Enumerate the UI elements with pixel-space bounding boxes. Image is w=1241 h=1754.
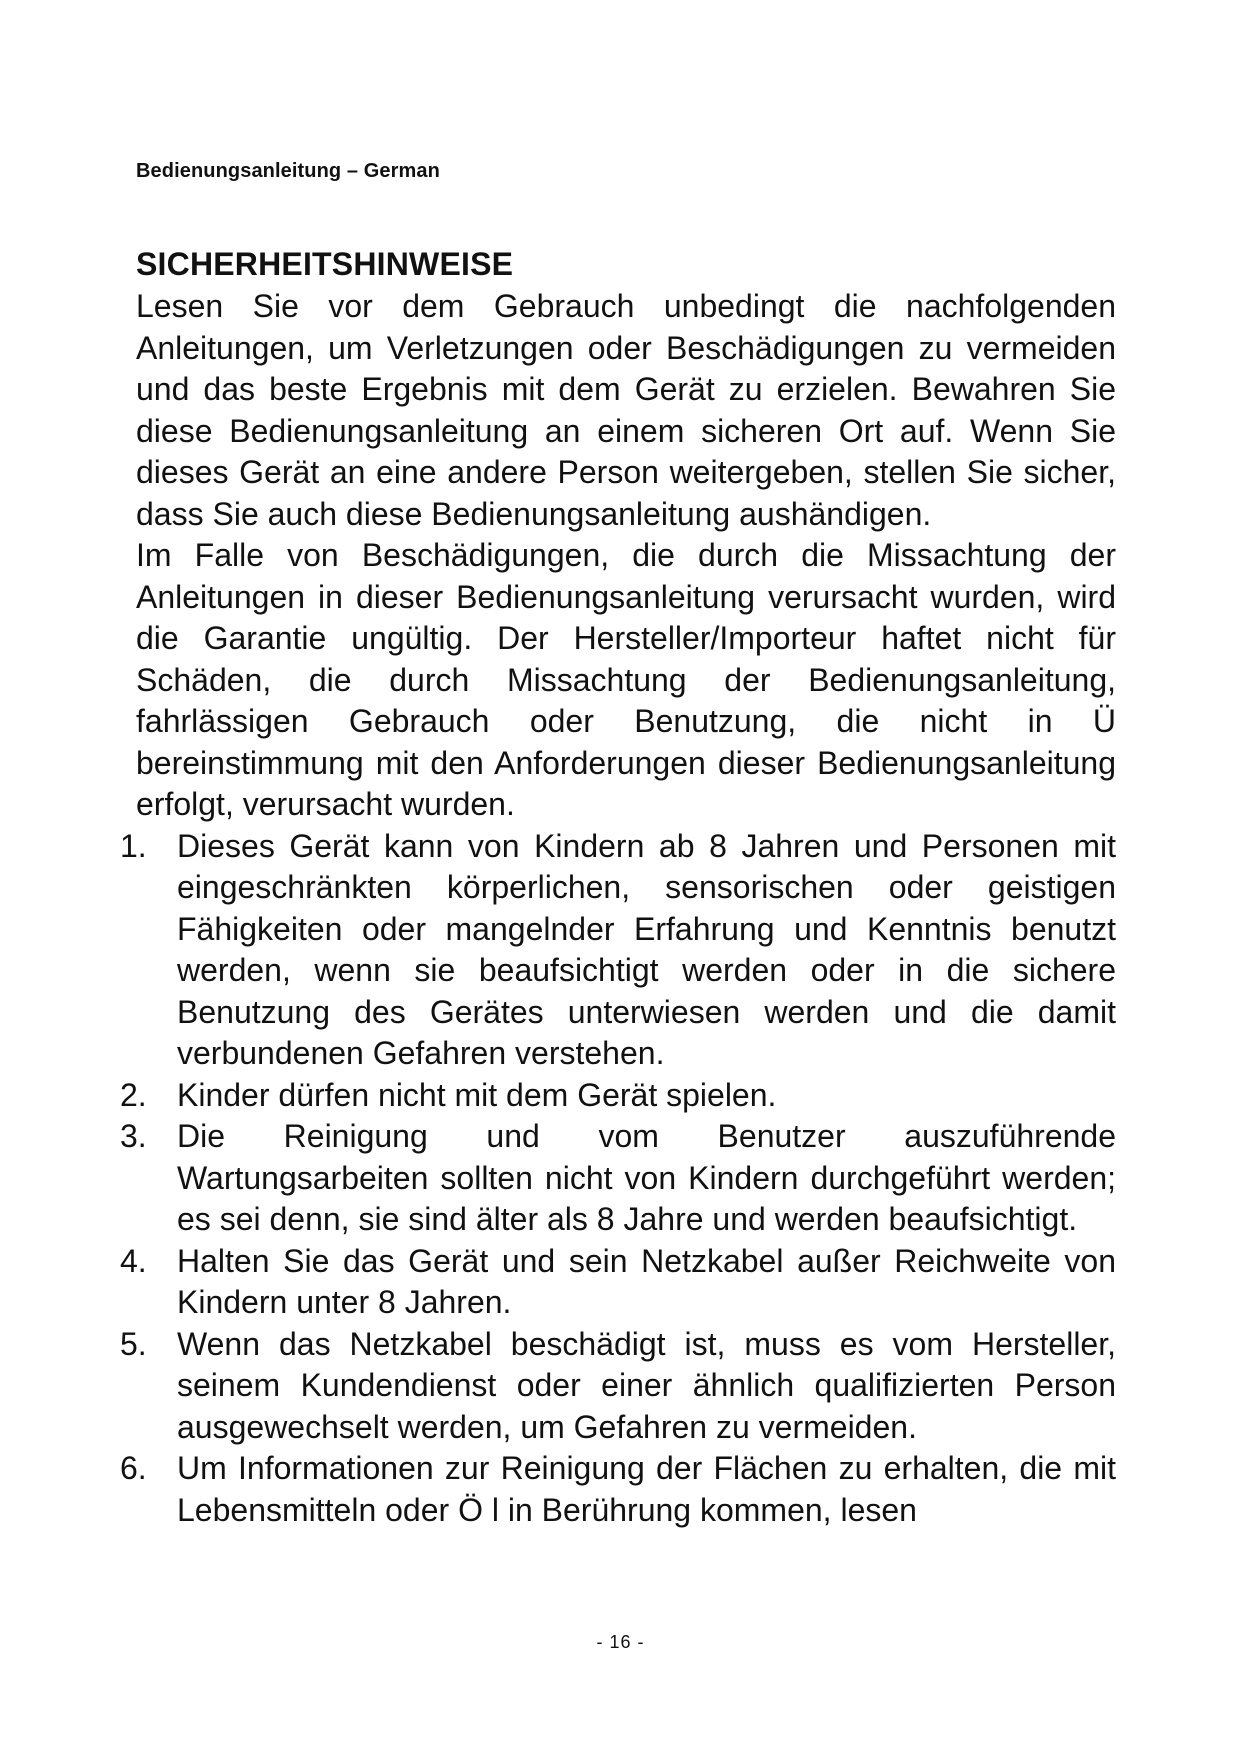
list-item xyxy=(120,1116,1116,1241)
list-item-text: Halten Sie das Gerät und sein Netzkabel außer Reichweite von Kindern unter 8 Jahren. xyxy=(177,1242,1116,1320)
page-number: - 16 - xyxy=(596,1632,645,1652)
running-header: Bedienungsanleitung – German xyxy=(136,160,440,182)
list-item xyxy=(120,1241,1116,1324)
safety-list xyxy=(120,826,1116,1532)
list-item-text: Kinder dürfen nicht mit dem Gerät spielen. xyxy=(177,1076,777,1113)
list-item xyxy=(120,1075,1116,1117)
list-item-number: 4. xyxy=(120,1242,147,1279)
list-item-text: Die Reinigung und vom Benutzer auszuführende Wartungsarbeiten sollten nicht von Kindern durchgeführt werden; es sei denn, sie sind älter als 8 Jahre und werden beaufsichtigt. xyxy=(177,1118,1116,1237)
list-item-number: 6. xyxy=(120,1450,147,1486)
paragraph-warranty: Im Falle von Beschädigungen, die durch die Missachtung der Anleitungen in dieser Bedienungsanleitung verursacht wurden, wird die Garantie ungültig. Der Hersteller/Importeur haftet nicht für Schäden, die durch Missachtung der Bedienungsanleitung, fahrlässigen Gebrauch oder Benutzung, die nicht in Ü bereinstimmung mit den Anforderungen dieser Bedienungsanleitung erfolgt, verursacht wurden. xyxy=(136,537,1116,822)
section-title: SICHERHEITSHINWEISE xyxy=(136,246,514,282)
list-item-text: Wenn das Netzkabel beschädigt ist, muss es vom Hersteller, seinem Kundendienst oder einer ähnlich qualifizierten Person ausgewechselt werden, um Gefahren zu vermeiden. xyxy=(177,1325,1116,1445)
list-item xyxy=(120,826,1116,1075)
list-item-text: Dieses Gerät kann von Kindern ab 8 Jahren und Personen mit eingeschränkten körperlichen, sensorischen oder geistigen Fähigkeiten oder mangelnder Erfahrung und Kenntnis benutzt werden, wenn sie beaufsichtigt werden oder in die sichere Benutzung des Gerätes unterwiesen werden und die damit verbundenen Gefahren verstehen. xyxy=(177,827,1116,1071)
list-item-text: Um Informationen zur Reinigung der Flächen zu erhalten, die mit Lebensmitteln oder Ö l in Berührung kommen, lesen xyxy=(177,1450,1116,1528)
list-item xyxy=(120,1448,1116,1531)
list-item-number: 5. xyxy=(120,1325,147,1362)
list-item xyxy=(120,1324,1116,1449)
list-item-number: 2. xyxy=(120,1076,147,1113)
list-item-number: 3. xyxy=(120,1118,147,1154)
list-item-number: 1. xyxy=(120,827,147,864)
paragraph-intro: Lesen Sie vor dem Gebrauch unbedingt die nachfolgenden Anleitungen, um Verletzungen oder Beschädigungen zu vermeiden und das beste Ergebnis mit dem Gerät zu erzielen. Bewahren Sie diese Bedienungsanleitung an einem sicheren Ort auf. Wenn Sie dieses Gerät an eine andere Person weitergeben, stellen Sie sicher, dass Sie auch diese Bedienungsanleitung aushändigen. xyxy=(136,288,1116,532)
content-body xyxy=(120,242,1116,1531)
